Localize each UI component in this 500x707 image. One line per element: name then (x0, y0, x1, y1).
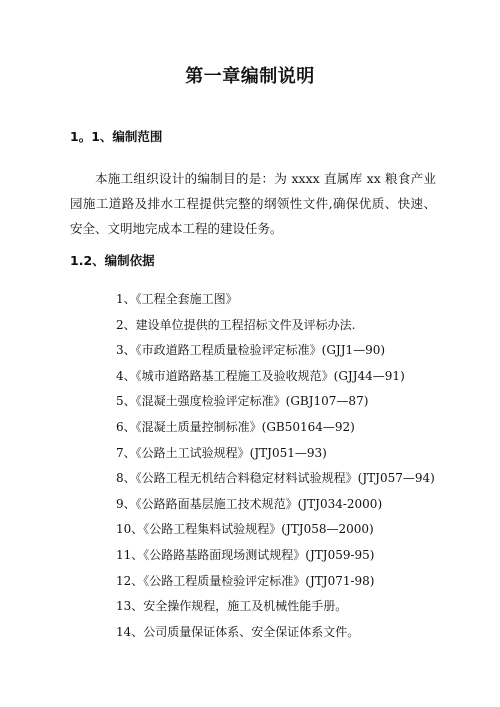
list-item: 10、《公路工程集料试验规程》(JTJ058—2000) (116, 522, 374, 537)
list-item: 12、《公路工程质量检验评定标准》(JTJ071-98) (116, 573, 375, 588)
list-item: 14、公司质量保证体系、安全保证体系文件。 (116, 624, 360, 639)
basis-list (116, 291, 435, 649)
list-item: 3、《市政道路工程质量检验评定标准》(GJJ1—90) (116, 343, 386, 358)
list-item: 11、《公路路基路面现场测试规程》(JTJ059-95) (116, 547, 375, 562)
chapter-title: 第一章编制说明 (185, 66, 315, 87)
list-item: 2、建设单位提供的工程招标文件及评标办法. (116, 317, 356, 332)
list-item: 13、安全操作规程，施工及机械性能手册。 (116, 599, 348, 614)
list-item: 5、《混凝土强度检验评定标准》(GBJ107—87) (116, 394, 369, 409)
section-heading-basis: 1.2、编制依据 (70, 253, 155, 268)
list-item: 9、《公路路面基层施工技术规范》(JTJ034-2000) (116, 496, 383, 511)
list-item: 4、《城市道路路基工程施工及验收规范》(GJJ44—91) (116, 368, 405, 383)
list-item: 6、《混凝土质量控制标准》(GB50164—92) (116, 419, 355, 434)
section-heading-scope: 1。1、编制范围 (70, 129, 163, 144)
list-item: 7、《公路土工试验规程》(JTJ051—93) (116, 445, 327, 460)
list-item: 1、《工程全套施工图》 (116, 292, 238, 306)
scope-paragraph: 本施工组织设计的编制目的是：为 xxxx 直属库 xx 粮食产业园施工道路及排水工程提供完整的纲领性文件,确保优质、快速、安全、文明地完成本工程的建设任务。 (70, 171, 436, 236)
list-item: 8、《公路工程无机结合料稳定材料试验规程》(JTJ057—94) (116, 471, 435, 486)
